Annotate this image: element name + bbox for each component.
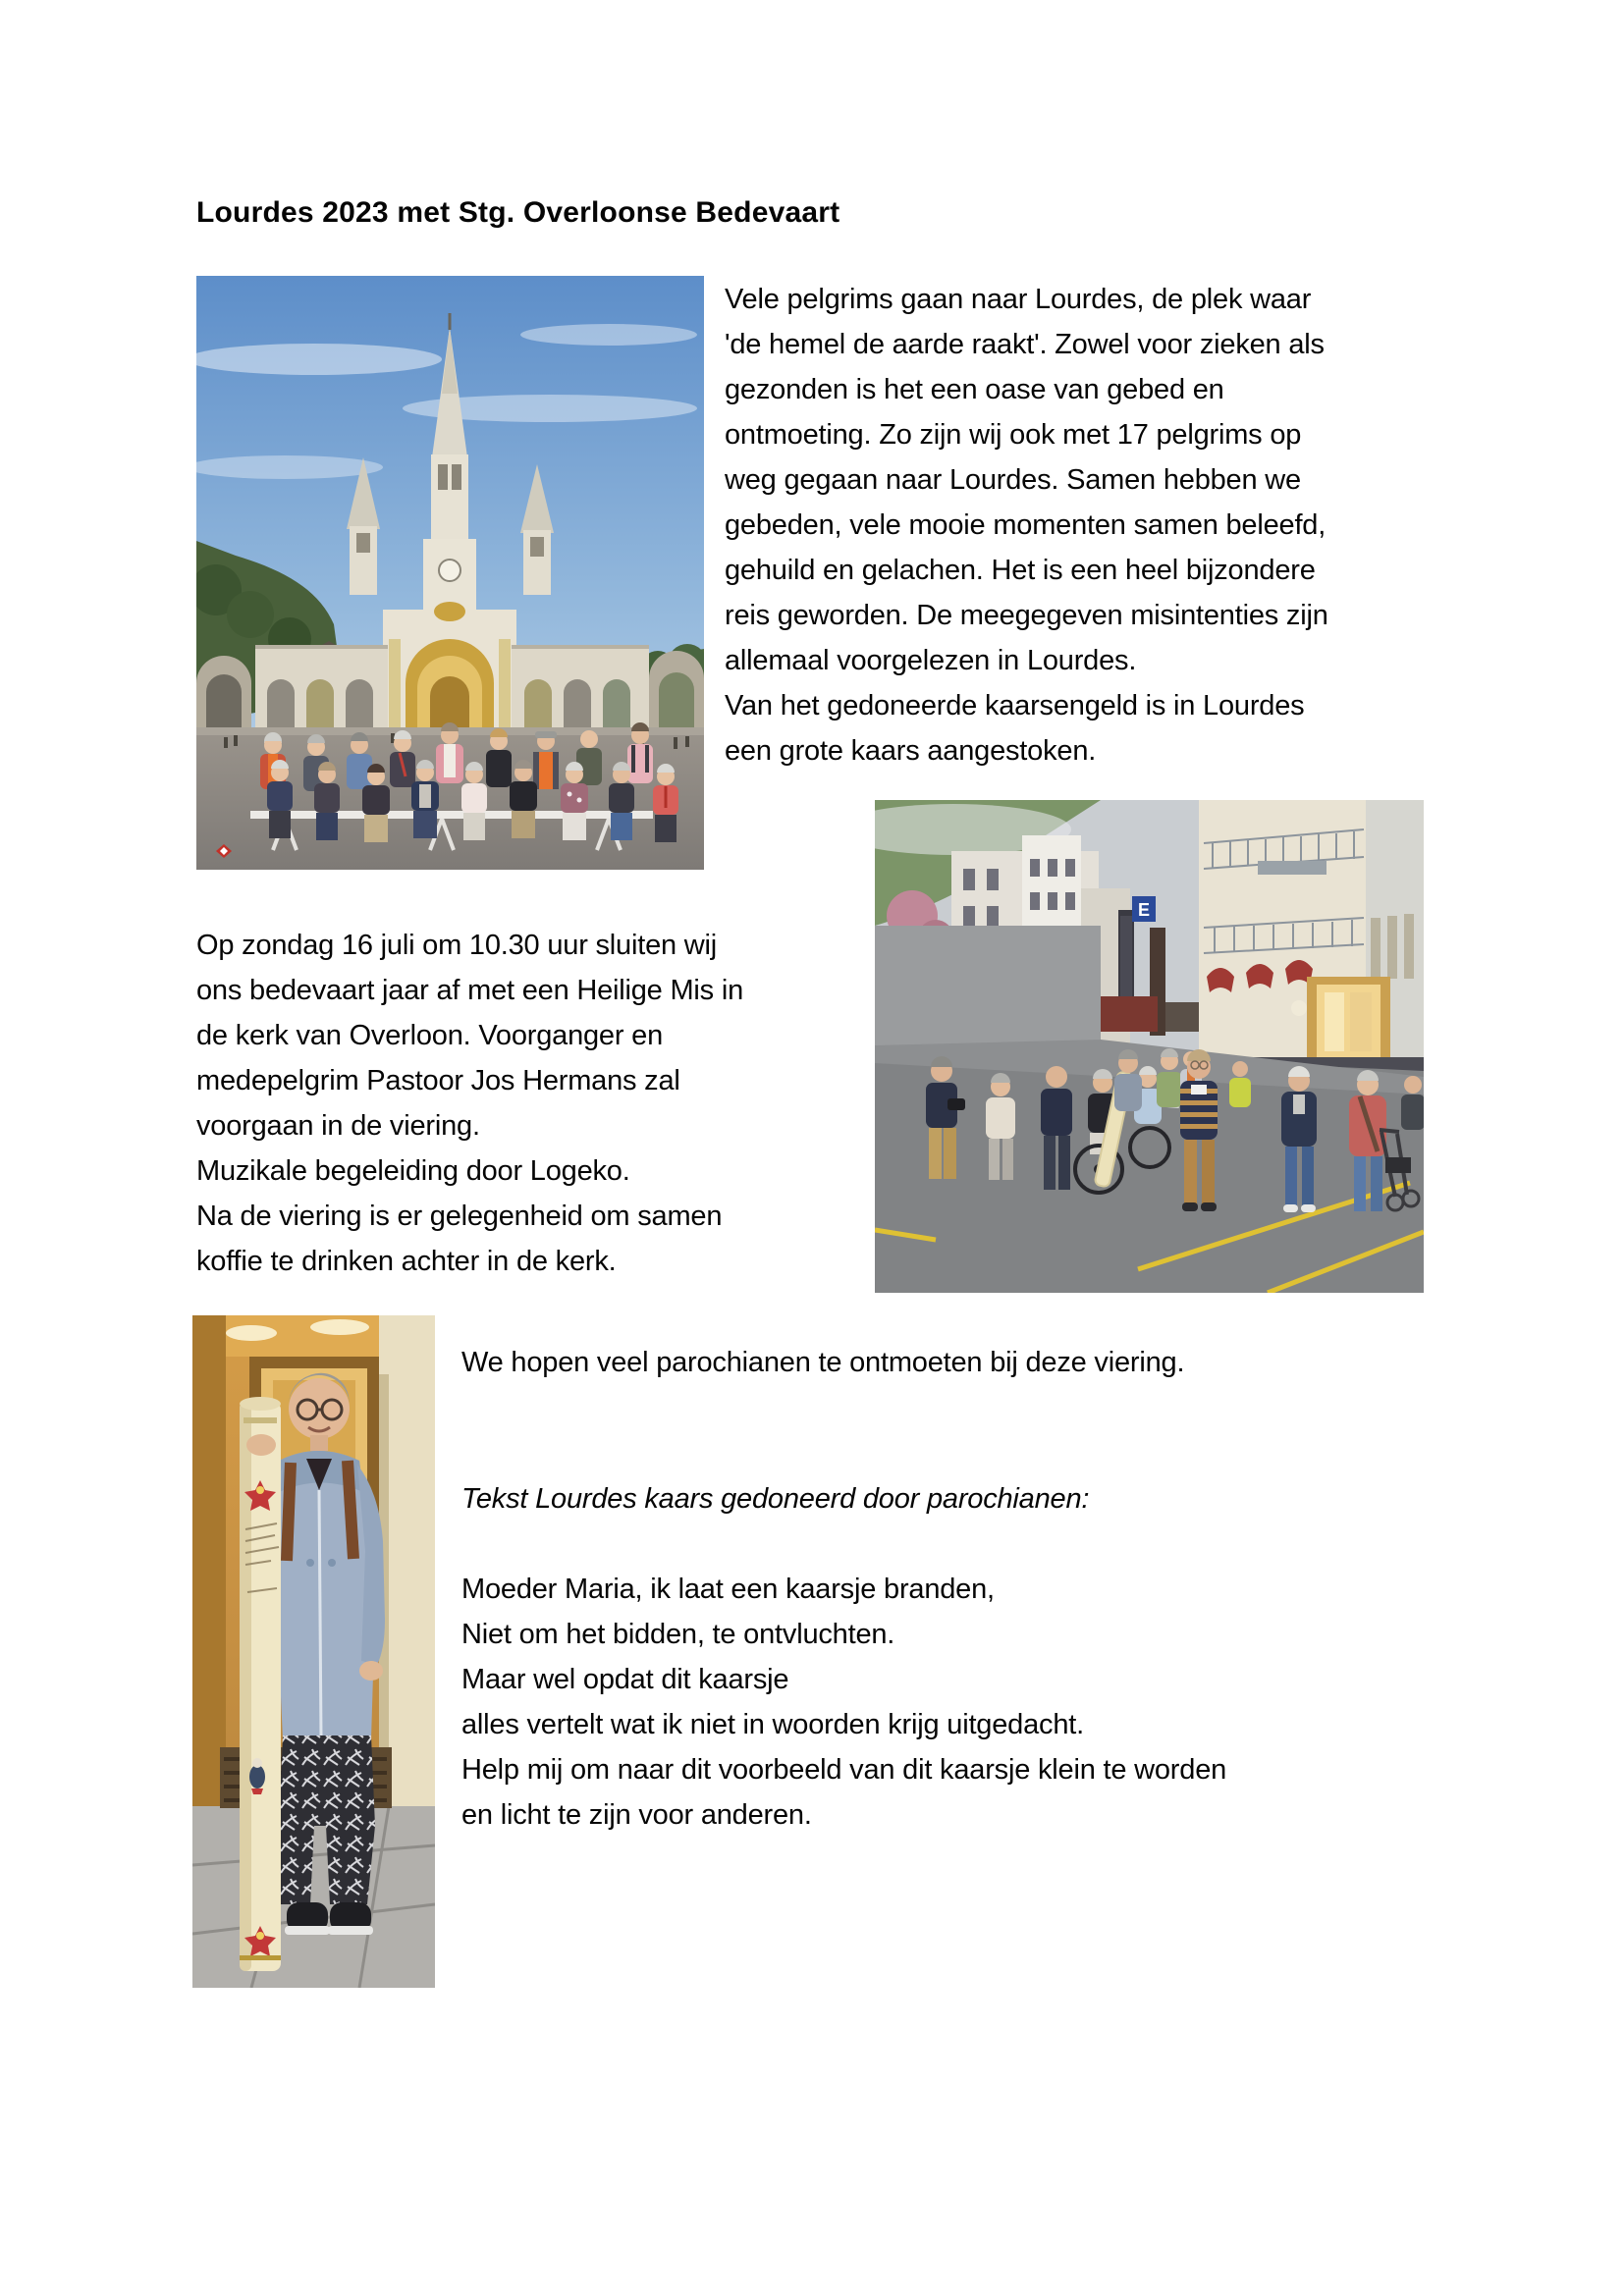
text-line: alles vertelt wat ik niet in woorden krijg uitgedacht. — [461, 1709, 1084, 1740]
svg-text:E: E — [1137, 900, 1151, 920]
text-line: Help mij om naar dit voorbeeld van dit kaarsje klein te worden — [461, 1754, 1227, 1786]
photo-street-procession — [875, 800, 1424, 1293]
text-line: reis geworden. De meegegeven misintenties zijn — [725, 600, 1328, 631]
text-line: koffie te drinken achter in de kerk. — [196, 1246, 617, 1277]
text-line: Maar wel opdat dit kaarsje — [461, 1664, 789, 1695]
text-line: gebeden, vele mooie momenten samen beleefd, — [725, 509, 1326, 541]
text-line: Na de viering is er gelegenheid om samen — [196, 1201, 723, 1232]
text-line: gehuild en gelachen. Het is een heel bijzondere — [725, 555, 1316, 586]
candle-woman-illustration — [192, 1315, 435, 1988]
street-procession-illustration — [875, 800, 1424, 1293]
candle-text-heading: Tekst Lourdes kaars gedoneerd door parochianen: — [461, 1483, 1090, 1515]
text-line: gezonden is het een oase van gebed en — [725, 374, 1224, 405]
photo-basilica-group — [196, 276, 704, 870]
text-line: Moeder Maria, ik laat een kaarsje branden, — [461, 1574, 995, 1605]
text-line: allemaal voorgelezen in Lourdes. — [725, 645, 1137, 676]
basilica-group-illustration — [196, 276, 704, 870]
text-line: ontmoeting. Zo zijn wij ook met 17 pelgrims op — [725, 419, 1302, 451]
text-line: weg gegaan naar Lourdes. Samen hebben we — [725, 464, 1301, 496]
photo-candle-woman — [192, 1315, 435, 1988]
text-line: de kerk van Overloon. Voorganger en — [196, 1020, 664, 1051]
text-line: Vele pelgrims gaan naar Lourdes, de plek waar — [725, 284, 1312, 315]
intro-paragraph — [725, 277, 1441, 774]
text-line: een grote kaars aangestoken. — [725, 735, 1097, 767]
invitation-line: We hopen veel parochianen te ontmoeten bij deze viering. — [461, 1347, 1185, 1378]
text-line: medepelgrim Pastoor Jos Hermans zal — [196, 1065, 680, 1096]
text-line: en licht te zijn voor anderen. — [461, 1799, 812, 1831]
text-line: Niet om het bidden, te ontvluchten. — [461, 1619, 895, 1650]
text-line: Muzikale begeleiding door Logeko. — [196, 1155, 630, 1187]
text-line: voorgaan in de viering. — [196, 1110, 480, 1142]
closing-mass-paragraph — [196, 923, 785, 1284]
page-title: Lourdes 2023 met Stg. Overloonse Bedevaart — [196, 196, 840, 229]
text-line: 'de hemel de aarde raakt'. Zowel voor zieken als — [725, 329, 1325, 360]
text-line: Van het gedoneerde kaarsengeld is in Lourdes — [725, 690, 1305, 721]
candle-poem — [461, 1567, 1394, 1838]
text-line: Op zondag 16 juli om 10.30 uur sluiten wij — [196, 930, 718, 961]
text-line: ons bedevaart jaar af met een Heilige Mis in — [196, 975, 743, 1006]
